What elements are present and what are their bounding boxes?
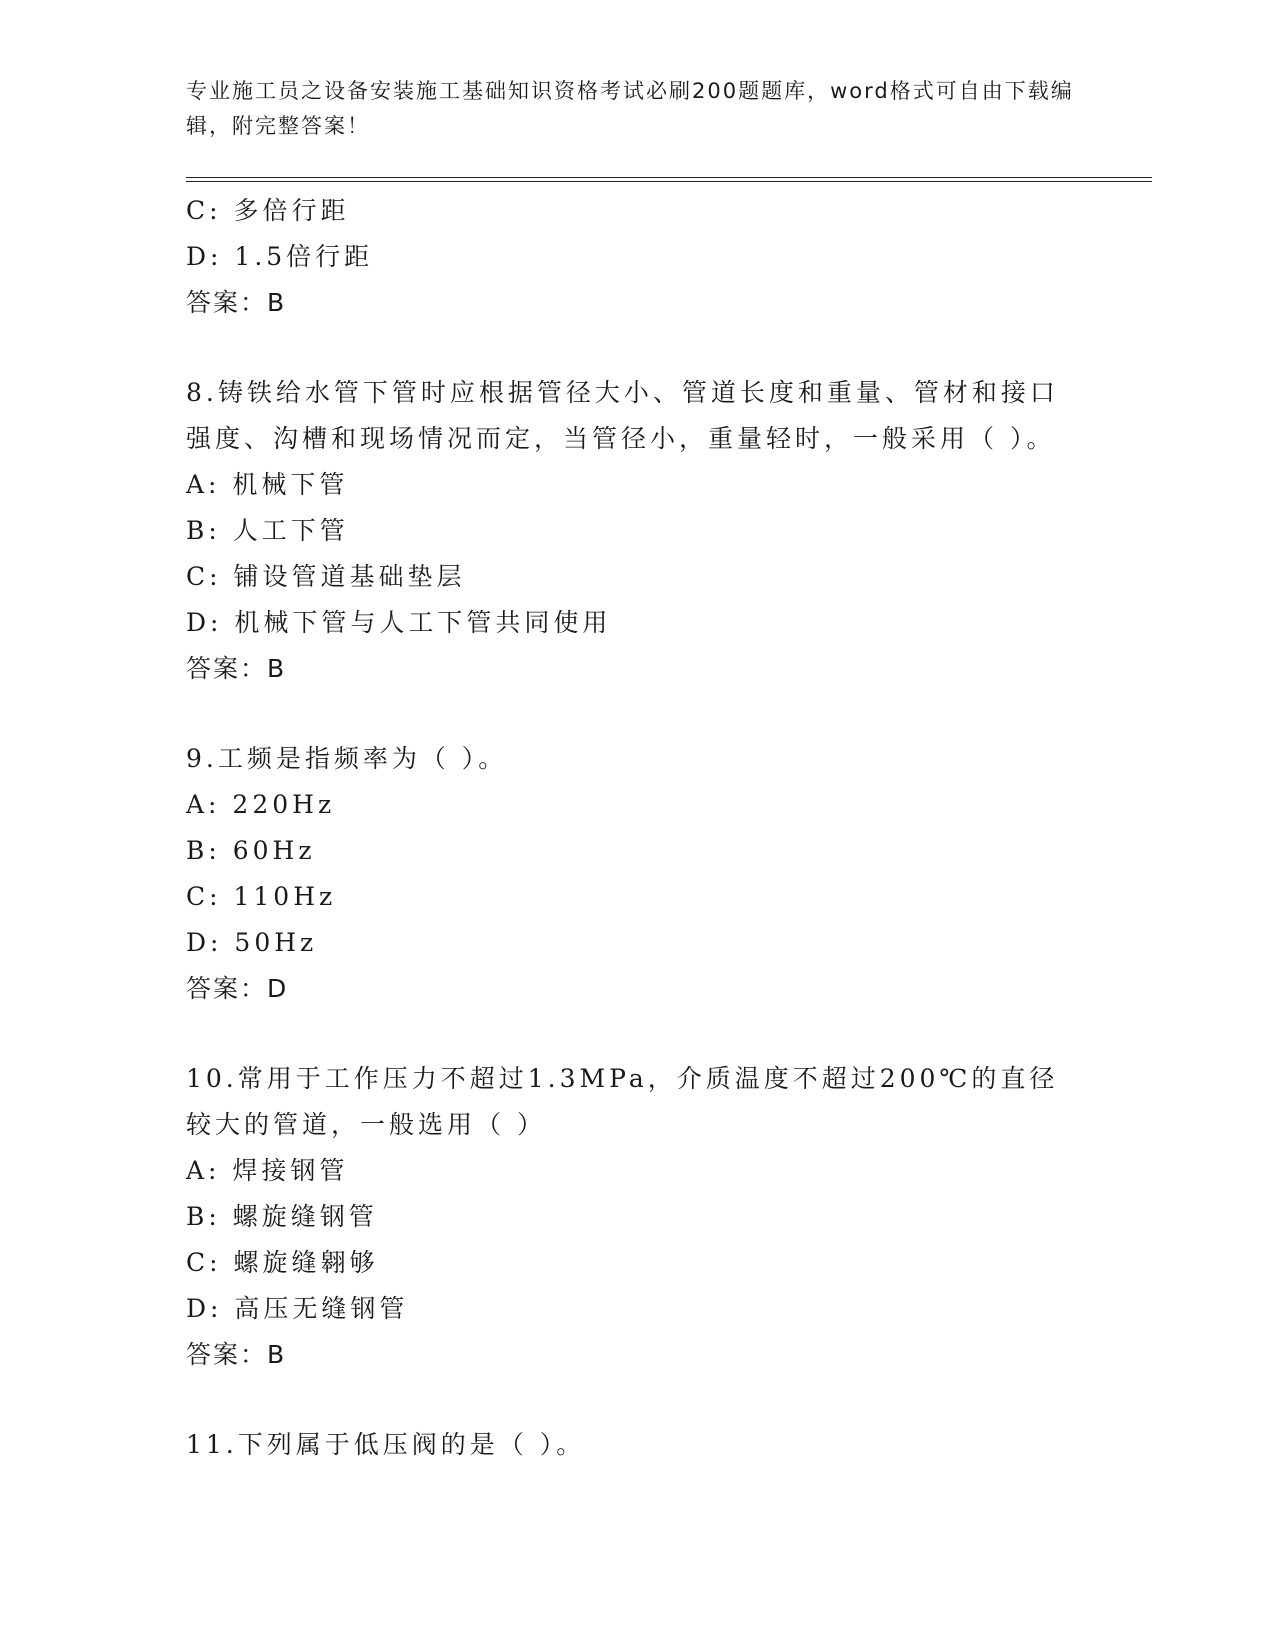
question-8 <box>186 370 1086 692</box>
option-d: D: 1.5倍行距 <box>186 242 374 271</box>
document-body <box>186 188 1086 1468</box>
option-a: A: 焊接钢管 <box>186 1156 349 1185</box>
document-header: 专业施工员之设备安装施工基础知识资格考试必刷200题题库，word格式可自由下载编辑，附完整答案！ <box>186 79 1074 138</box>
option-a: A: 机械下管 <box>186 470 349 499</box>
question-stem: 8.铸铁给水管下管时应根据管径大小、管道长度和重量、管材和接口强度、沟槽和现场情况而定，当管径小，重量轻时，一般采用（ ）。 <box>186 378 1059 453</box>
option-b: B: 螺旋缝钢管 <box>186 1202 378 1231</box>
option-c: C: 铺设管道基础垫层 <box>186 562 466 591</box>
question-10 <box>186 1056 1086 1378</box>
question-stem: 9.工频是指频率为（ ）。 <box>186 744 508 773</box>
option-c: C: 110Hz <box>186 882 337 911</box>
question-stem: 11.下列属于低压阀的是（ ）。 <box>186 1430 586 1459</box>
option-c: C: 多倍行距 <box>186 196 350 225</box>
option-a: A: 220Hz <box>186 790 336 819</box>
question-stem: 10.常用于工作压力不超过1.3MPa，介质温度不超过200℃的直径较大的管道，一般选用（ ） <box>186 1064 1059 1139</box>
option-b: B: 人工下管 <box>186 516 349 545</box>
question-11 <box>186 1422 1086 1468</box>
answer-line: 答案：B <box>186 654 287 683</box>
answer-line: 答案：B <box>186 1340 287 1369</box>
answer-line: 答案：B <box>186 288 287 317</box>
option-d: D: 50Hz <box>186 928 318 957</box>
option-d: D: 机械下管与人工下管共同使用 <box>186 608 612 637</box>
question-fragment <box>186 188 1086 326</box>
answer-line: 答案：D <box>186 974 289 1003</box>
option-c: C: 螺旋缝翱够 <box>186 1248 379 1277</box>
option-b: B: 60Hz <box>186 836 316 865</box>
header-divider <box>186 177 1152 182</box>
option-d: D: 高压无缝钢管 <box>186 1294 409 1323</box>
question-9 <box>186 736 1086 1012</box>
